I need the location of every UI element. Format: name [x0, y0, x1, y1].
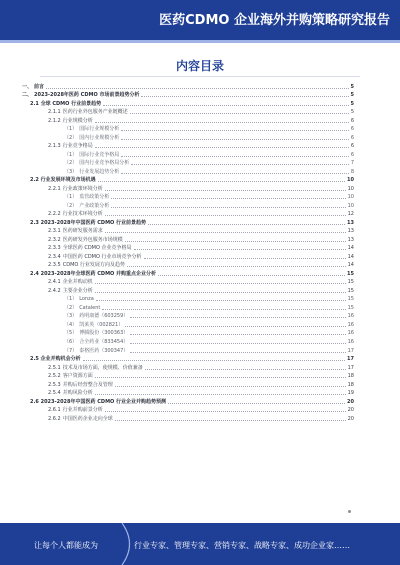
toc-page-number: 18 — [347, 373, 354, 380]
toc-dot-leader — [134, 249, 346, 250]
toc-entry-title: 前言 — [34, 83, 45, 90]
toc-entry-number: （2） — [64, 160, 78, 167]
toc-entry[interactable] — [22, 193, 354, 202]
toc-dot-leader — [96, 300, 346, 301]
footer-tagline: 行业专家、管理专家、营销专家、战略专家、成功企业家…… — [134, 541, 350, 550]
toc-entry-title: 2.2 行业发展环境及市场机遇 — [30, 177, 96, 184]
toc-entry-number: 2.2.2 — [48, 211, 61, 218]
toc-entry[interactable] — [22, 167, 354, 176]
toc-entry[interactable] — [22, 176, 354, 185]
toc-entry-title: 医药行业外包服务产业链概述 — [62, 109, 128, 116]
toc-entry-title: Lonza — [79, 296, 94, 303]
toc-entry-number: 2.2.1 — [48, 185, 61, 192]
toc-entry-number: （1） — [64, 126, 78, 133]
toc-dot-leader — [130, 343, 345, 344]
toc-entry-number: 2.1.1 — [48, 109, 61, 116]
toc-entry[interactable] — [22, 142, 354, 151]
toc-dot-leader — [102, 309, 345, 310]
toc-dot-leader — [145, 369, 346, 370]
toc-dot-leader — [105, 215, 346, 216]
toc-dot-leader — [105, 411, 346, 412]
header-accent-bar — [0, 40, 400, 43]
toc-entry[interactable] — [22, 355, 354, 364]
toc-entry-title: 药明康德（603259） — [79, 313, 129, 320]
toc-entry-number: 2.6.1 — [48, 407, 61, 414]
toc-entry[interactable] — [22, 303, 354, 312]
toc-entry[interactable] — [22, 397, 354, 406]
footer-divider-curve — [118, 523, 132, 565]
page-marker-dot — [348, 510, 351, 513]
toc-entry-title: 凯莱英（002821） — [79, 321, 124, 328]
toc-page-number: 14 — [347, 262, 354, 269]
toc-entry[interactable] — [22, 337, 354, 346]
toc-entry[interactable] — [22, 346, 354, 355]
toc-entry-title: 医药研发服务需求 — [62, 228, 103, 235]
toc-dot-leader — [130, 334, 345, 335]
toc-entry[interactable] — [22, 210, 354, 219]
toc-dot-leader — [130, 113, 349, 114]
toc-page-number: 10 — [347, 177, 354, 184]
toc-entry-title: 企业并购动机 — [62, 279, 93, 286]
toc-page-number: 6 — [350, 126, 354, 133]
toc-page-number: 6 — [350, 117, 354, 124]
toc-dot-leader — [125, 326, 345, 327]
toc-entry-title: 行业发展趋势分析 — [79, 168, 120, 175]
toc-entry[interactable] — [22, 201, 354, 210]
toc-page-number: 15 — [347, 279, 354, 286]
toc-page-number: 6 — [350, 143, 354, 150]
toc-entry-number: 2.5.1 — [48, 364, 61, 371]
toc-page-number: 5 — [350, 92, 354, 99]
toc-heading: 内容目录 — [175, 59, 224, 73]
toc-dot-leader — [158, 275, 345, 276]
toc-page-number: 20 — [347, 415, 354, 422]
toc-entry-title: 监管政策分析 — [79, 194, 110, 201]
toc-entry[interactable] — [22, 278, 354, 287]
toc-entry[interactable] — [22, 116, 354, 125]
toc-page-number: 13 — [347, 236, 354, 243]
toc-dot-leader — [103, 105, 348, 106]
toc-entry-number: （1） — [64, 194, 78, 201]
toc-entry[interactable] — [22, 108, 354, 117]
toc-page-number: 8 — [350, 168, 354, 175]
toc-page-number: 16 — [347, 338, 354, 345]
toc-dot-leader — [95, 292, 346, 293]
toc-divider — [40, 76, 360, 77]
toc-entry[interactable] — [22, 218, 354, 227]
toc-dot-leader — [95, 377, 346, 378]
toc-page-number: 5 — [350, 100, 354, 107]
toc-entry-title: 国内行业规模分析 — [79, 134, 120, 141]
toc-entry-number: 2.6.2 — [48, 415, 61, 422]
toc-dot-leader — [131, 164, 349, 165]
toc-entry-title: 行业政策环境分析 — [62, 185, 103, 192]
toc-entry-title: 泰格医药（300347） — [79, 347, 129, 354]
toc-page-number: 12 — [347, 211, 354, 218]
toc-entry-title: 产业政策分析 — [79, 202, 110, 209]
toc-entry[interactable] — [22, 235, 354, 244]
toc-page-number: 18 — [347, 381, 354, 388]
toc-dot-leader — [144, 258, 346, 259]
toc-entry-title: 2023-2028年医药 CDMO 市场前景趋势分析 — [34, 92, 140, 99]
toc-entry-title: 并购后经营整合及管理 — [62, 381, 113, 388]
toc-entry-title: 行业竞争格局 — [62, 143, 93, 150]
toc-dot-leader — [95, 283, 346, 284]
toc-entry-number: （1） — [64, 151, 78, 158]
toc-entry-number: 一、 — [22, 83, 33, 90]
toc-entry[interactable] — [22, 227, 354, 236]
toc-page-number: 13 — [347, 228, 354, 235]
footer-slogan: 让每个人都能成为 — [34, 541, 98, 550]
toc-dot-leader — [46, 88, 348, 89]
toc-entry-number: 2.4.1 — [48, 279, 61, 286]
toc-entry-number: 2.3.4 — [48, 253, 61, 260]
toc-entry-number: （2） — [64, 304, 78, 311]
toc-page-number: 15 — [347, 304, 354, 311]
toc-entry-number: （3） — [64, 313, 78, 320]
toc-entry[interactable] — [22, 312, 354, 321]
toc-dot-leader — [148, 224, 345, 225]
toc-dot-leader — [130, 352, 345, 353]
toc-dot-leader — [98, 181, 345, 182]
toc-dot-leader — [125, 241, 346, 242]
toc-entry-title: 客户资源方面 — [62, 373, 93, 380]
table-of-contents — [22, 82, 354, 520]
toc-dot-leader — [121, 173, 349, 174]
toc-dot-leader — [95, 394, 346, 395]
toc-dot-leader — [111, 207, 345, 208]
toc-dot-leader — [168, 403, 345, 404]
toc-entry-number: 2.3.5 — [48, 262, 61, 269]
toc-dot-leader — [141, 96, 348, 97]
toc-page-number: 14 — [347, 245, 354, 252]
toc-entry[interactable] — [22, 269, 354, 278]
toc-entry-title: 2.3 2023-2028年中国医药 CDMO 行业前景趋势 — [30, 219, 147, 226]
toc-page-number: 16 — [347, 330, 354, 337]
toc-dot-leader — [105, 232, 346, 233]
toc-entry-title: 并购风险分析 — [62, 390, 93, 397]
toc-page-number: 5 — [350, 83, 354, 90]
toc-page-number: 10 — [347, 194, 354, 201]
toc-entry-number: （3） — [64, 168, 78, 175]
toc-entry-title: 技术及市场方面，使规模、价值兼备 — [62, 364, 143, 371]
toc-entry-title: 2.4 2023-2028年全球医药 CDMO 并购重点企业分析 — [30, 270, 157, 277]
toc-page-number: 17 — [347, 347, 354, 354]
toc-entry[interactable] — [22, 252, 354, 261]
toc-entry-number: （2） — [64, 134, 78, 141]
toc-page-number: 7 — [350, 160, 354, 167]
toc-page-number: 20 — [347, 398, 354, 405]
toc-entry[interactable] — [22, 286, 354, 295]
toc-entry-number: （6） — [64, 338, 78, 345]
toc-dot-leader — [95, 122, 349, 123]
toc-page-number: 13 — [347, 219, 354, 226]
toc-page-number: 15 — [347, 287, 354, 294]
toc-entry-title: 博腾股份（300363） — [79, 330, 129, 337]
toc-entry-number: 2.3.1 — [48, 228, 61, 235]
toc-entry-title: 主要企业分析 — [62, 287, 93, 294]
toc-entry[interactable] — [22, 91, 354, 100]
toc-page-number: 6 — [350, 151, 354, 158]
toc-entry-number: （7） — [64, 347, 78, 354]
toc-entry-number: 2.5.2 — [48, 373, 61, 380]
toc-entry-title: 中国医药 CDMO 行业市场竞争分析 — [62, 253, 142, 260]
toc-entry[interactable] — [22, 150, 354, 159]
toc-dot-leader — [127, 266, 346, 267]
toc-page-number: 17 — [347, 364, 354, 371]
page-footer — [0, 523, 400, 565]
toc-entry-title: Catalent — [79, 304, 101, 311]
toc-entry-title: CDMO 行业发展方向及趋势 — [62, 262, 125, 269]
toc-page-number: 19 — [347, 390, 354, 397]
toc-entry[interactable] — [22, 380, 354, 389]
toc-entry-number: （5） — [64, 330, 78, 337]
toc-entry-number: 2.1.2 — [48, 117, 61, 124]
toc-entry[interactable] — [22, 363, 354, 372]
toc-entry[interactable] — [22, 389, 354, 398]
toc-entry[interactable] — [22, 244, 354, 253]
toc-dot-leader — [115, 420, 346, 421]
toc-entry-number: 二、 — [22, 92, 33, 99]
toc-entry[interactable] — [22, 125, 354, 134]
toc-dot-leader — [130, 317, 345, 318]
toc-entry-title: 2.1 全球 CDMO 行业前景趋势 — [30, 100, 102, 107]
toc-entry[interactable] — [22, 295, 354, 304]
toc-page-number: 10 — [347, 202, 354, 209]
toc-entry-title: 国际行业竞争格局 — [79, 151, 120, 158]
toc-entry-number: 2.3.2 — [48, 236, 61, 243]
toc-page-number: 5 — [350, 109, 354, 116]
toc-page-number: 14 — [347, 253, 354, 260]
toc-dot-leader — [115, 386, 346, 387]
toc-entry-number: 2.5.3 — [48, 381, 61, 388]
toc-dot-leader — [83, 360, 345, 361]
toc-page-number: 16 — [347, 313, 354, 320]
toc-entry[interactable] — [22, 82, 354, 91]
toc-entry-title: 国际行业规模分析 — [79, 126, 120, 133]
toc-entry[interactable] — [22, 320, 354, 329]
toc-dot-leader — [121, 130, 349, 131]
toc-entry[interactable] — [22, 261, 354, 270]
toc-entry-title: 行业规模分析 — [62, 117, 93, 124]
toc-entry-title: 国内行业竞争格局分析 — [79, 160, 130, 167]
toc-entry-number: （4） — [64, 321, 78, 328]
toc-entry[interactable] — [22, 329, 354, 338]
toc-entry[interactable] — [22, 184, 354, 193]
toc-entry-number: 2.1.3 — [48, 143, 61, 150]
toc-entry-title: 2.6 2023-2028年中国医药 CDMO 行业企业并购趋势预测 — [30, 398, 167, 405]
toc-entry-title: 全球医药 CDMO 企业竞争格局 — [62, 245, 132, 252]
page-header — [0, 0, 400, 40]
toc-entry-title: 行业并购前景分析 — [62, 407, 103, 414]
toc-page-number: 6 — [350, 134, 354, 141]
toc-entry-number: 2.4.2 — [48, 287, 61, 294]
toc-dot-leader — [95, 147, 349, 148]
toc-entry-title: 行业技术环境分析 — [62, 211, 103, 218]
toc-dot-leader — [111, 198, 345, 199]
toc-entry-number: 2.5.4 — [48, 390, 61, 397]
toc-entry[interactable] — [22, 406, 354, 415]
toc-entry[interactable] — [22, 414, 354, 423]
toc-entry[interactable] — [22, 99, 354, 108]
toc-entry-number: （1） — [64, 296, 78, 303]
toc-page-number: 20 — [347, 407, 354, 414]
toc-dot-leader — [121, 139, 349, 140]
toc-entry[interactable] — [22, 372, 354, 381]
toc-page-number: 15 — [347, 296, 354, 303]
toc-page-number: 10 — [347, 185, 354, 192]
toc-entry[interactable] — [22, 159, 354, 168]
report-title: 医药CDMO 企业海外并购策略研究报告 — [159, 13, 390, 28]
toc-page-number: 17 — [347, 356, 354, 363]
toc-page-number: 15 — [347, 270, 354, 277]
toc-dot-leader — [105, 190, 346, 191]
toc-dot-leader — [121, 156, 349, 157]
toc-entry[interactable] — [22, 133, 354, 142]
toc-entry-number: 2.3.3 — [48, 245, 61, 252]
toc-entry-title: 2.5 企业并购机会分析 — [30, 356, 81, 363]
toc-entry-title: 医药研发外包服务市场规模 — [62, 236, 123, 243]
toc-page-number: 16 — [347, 321, 354, 328]
toc-entry-number: （2） — [64, 202, 78, 209]
toc-entry-title: 合全药业（833454） — [79, 338, 129, 345]
toc-entry-title: 中国医药企业走向全球 — [62, 415, 113, 422]
